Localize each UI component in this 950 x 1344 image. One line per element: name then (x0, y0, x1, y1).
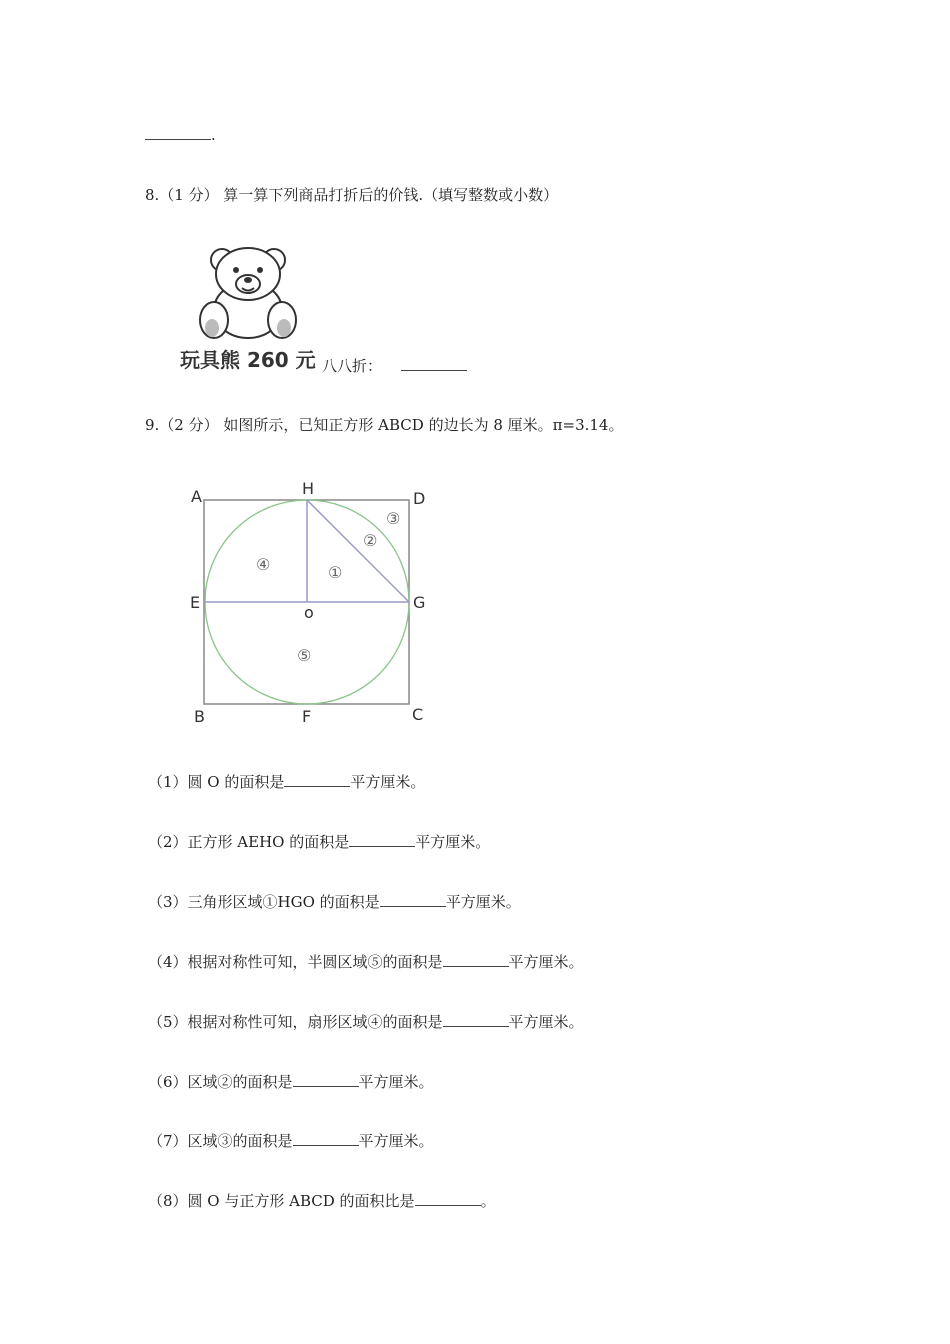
answer-blank[interactable] (349, 834, 415, 847)
subquestion-4 (148, 951, 584, 972)
discount-label: 八八折： (322, 357, 383, 375)
subquestion-text: （5）根据对称性可知，扇形区域④的面积是 (148, 1013, 443, 1031)
subquestion-unit: 平方厘米。 (350, 773, 426, 791)
label-o: o (304, 603, 314, 622)
label-e: E (190, 593, 201, 612)
trailing-period: . (211, 126, 216, 144)
question-9-text: 9.（2 分） 如图所示，已知正方形 ABCD 的边长为 8 厘米。π=3.14。 (145, 416, 624, 434)
answer-blank[interactable] (145, 127, 211, 140)
label-f: F (302, 707, 312, 726)
subquestion-text: （1）圆 O 的面积是 (148, 773, 285, 791)
label-h: H (302, 479, 315, 498)
answer-blank[interactable] (443, 954, 509, 967)
subquestion-7 (148, 1130, 434, 1151)
answer-blank[interactable] (284, 774, 350, 787)
subquestion-unit: 平方厘米。 (508, 1013, 584, 1031)
region-2-label: ② (363, 531, 378, 550)
label-a: A (191, 487, 202, 506)
subquestion-text: （8）圆 O 与正方形 ABCD 的面积比是 (148, 1192, 415, 1210)
label-c: C (412, 705, 424, 724)
subquestion-text: （3）三角形区域①HGO 的面积是 (148, 893, 380, 911)
subquestion-unit: 平方厘米。 (508, 953, 584, 971)
subquestion-5 (148, 1011, 584, 1032)
subquestion-2 (148, 831, 490, 852)
region-1-label: ① (328, 563, 343, 582)
geometry-figure (180, 478, 440, 728)
subquestion-unit: 。 (480, 1192, 496, 1210)
label-b: B (194, 707, 205, 726)
subquestion-text: （6）区域②的面积是 (148, 1073, 293, 1091)
subquestion-3 (148, 891, 521, 912)
subquestion-text: （4）根据对称性可知，半圆区域⑤的面积是 (148, 953, 443, 971)
label-g: G (413, 593, 426, 612)
subquestion-8 (148, 1190, 496, 1211)
subquestion-6 (148, 1071, 434, 1092)
answer-blank[interactable] (443, 1014, 509, 1027)
square-circle-figure (180, 478, 440, 728)
subquestion-text: （2）正方形 AEHO 的面积是 (148, 833, 350, 851)
region-4-label: ④ (256, 555, 271, 574)
subquestion-1 (148, 771, 425, 792)
question-8-text: 8.（1 分） 算一算下列商品打折后的价钱.（填写整数或小数） (145, 186, 559, 204)
region-3-label: ③ (386, 509, 401, 528)
region-5-label: ⑤ (297, 646, 312, 665)
discount-line (322, 355, 467, 376)
subquestion-unit: 平方厘米。 (415, 833, 491, 851)
teddy-bear-icon (178, 240, 320, 345)
answer-blank[interactable] (380, 894, 446, 907)
subquestion-unit: 平方厘米。 (358, 1073, 434, 1091)
discount-answer-blank[interactable] (401, 358, 467, 371)
bear-price-caption: 玩具熊 260 元 (180, 348, 316, 372)
subquestion-unit: 平方厘米。 (358, 1132, 434, 1150)
answer-blank[interactable] (293, 1074, 359, 1087)
subquestion-unit: 平方厘米。 (445, 893, 521, 911)
subquestion-text: （7）区域③的面积是 (148, 1132, 293, 1150)
answer-blank[interactable] (415, 1193, 481, 1206)
previous-answer-line (145, 126, 216, 144)
label-d: D (413, 489, 426, 508)
answer-blank[interactable] (293, 1133, 359, 1146)
